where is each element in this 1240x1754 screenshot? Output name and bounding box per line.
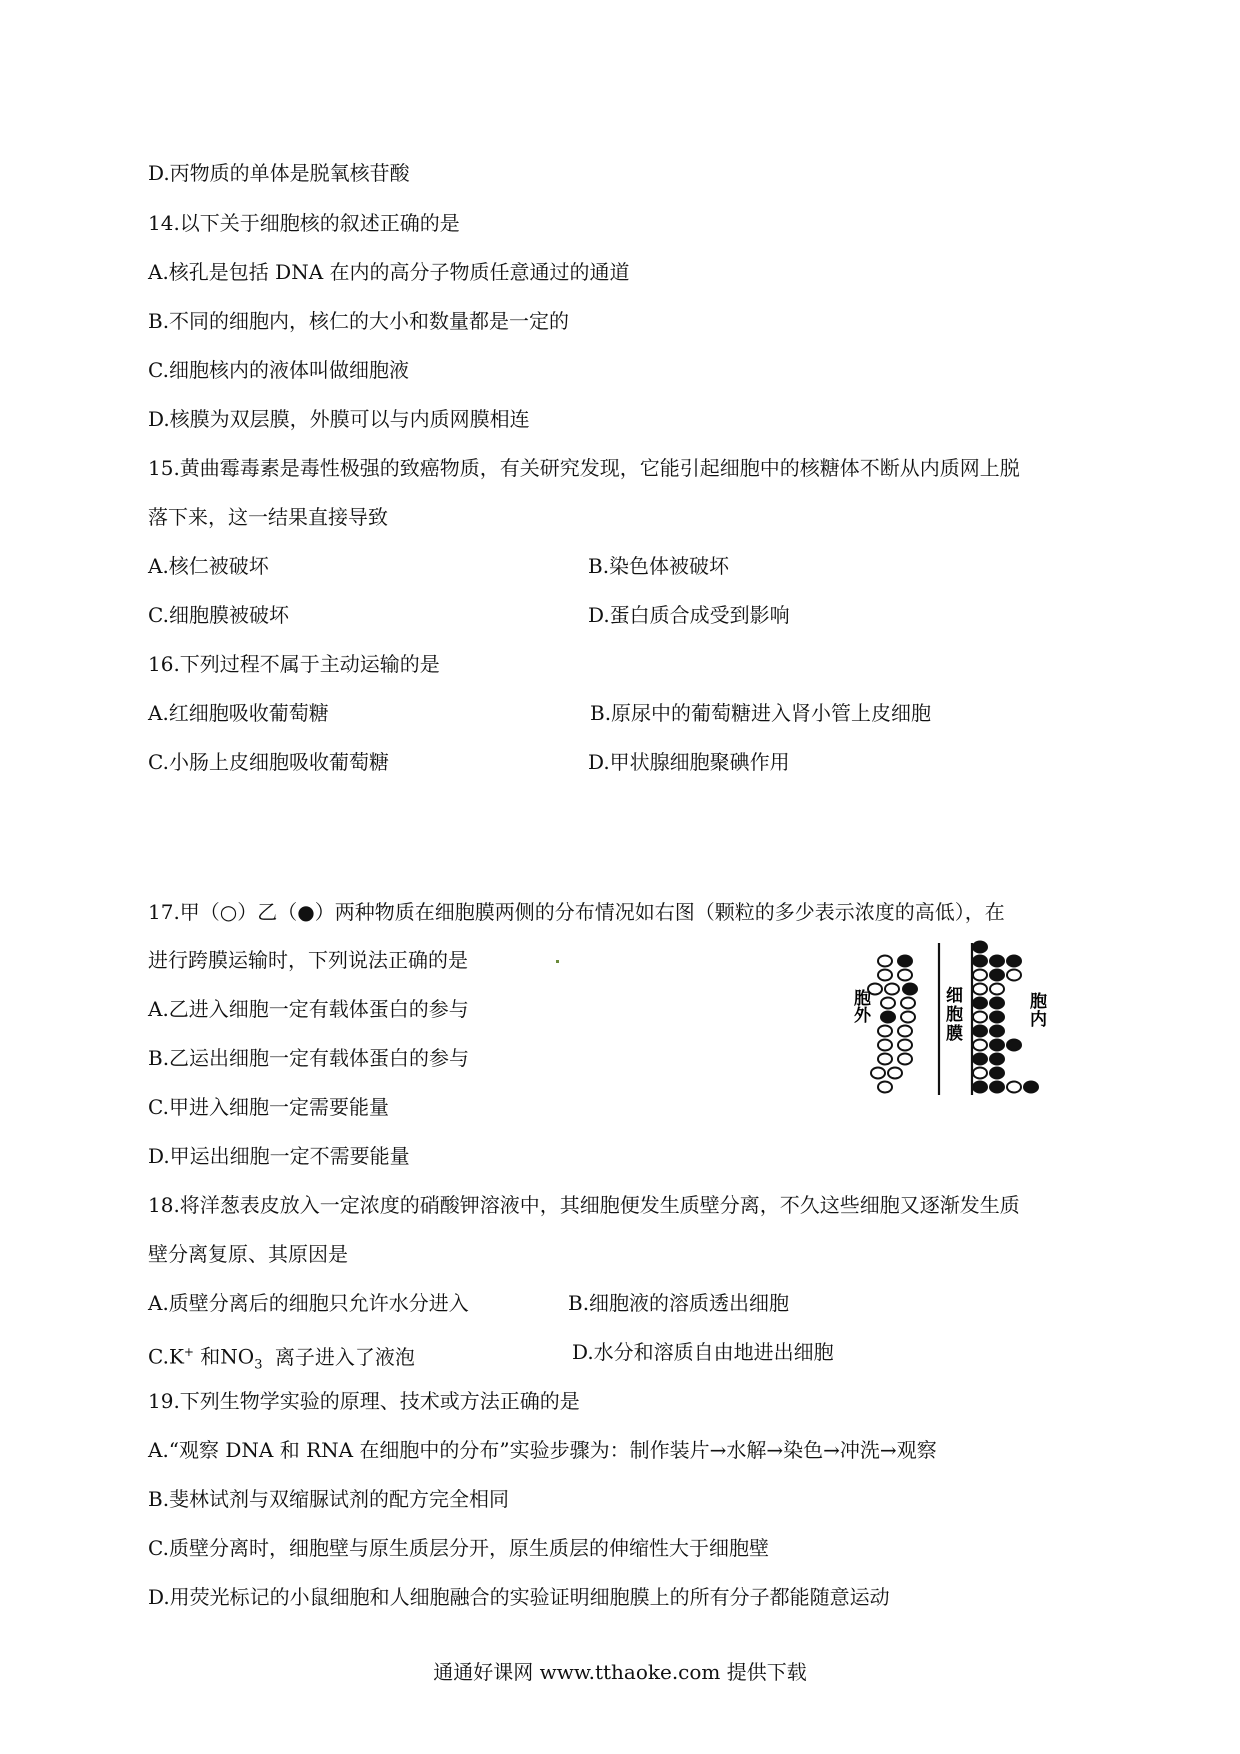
jia-particle bbox=[1007, 1082, 1021, 1093]
question-14-option-b: B.不同的细胞内，核仁的大小和数量都是一定的 bbox=[148, 309, 570, 333]
question-19-option-b: B.斐林试剂与双缩脲试剂的配方完全相同 bbox=[148, 1487, 510, 1511]
question-15-stem-line-2: 落下来，这一结果直接导致 bbox=[148, 505, 388, 529]
yi-particle bbox=[990, 1082, 1004, 1093]
jia-particle bbox=[973, 970, 987, 981]
question-18-stem-line-1: 18.将洋葱表皮放入一定浓度的硝酸钾溶液中，其细胞便发生质壁分离，不久这些细胞又逐渐发生质 bbox=[148, 1193, 1020, 1217]
question-15-option-d: D.蛋白质合成受到影响 bbox=[588, 603, 790, 627]
jia-particle bbox=[898, 1040, 912, 1051]
membrane-distribution-figure bbox=[850, 935, 1070, 1100]
question-14-option-d: D.核膜为双层膜，外膜可以与内质网膜相连 bbox=[148, 407, 530, 431]
outside-label-char-1: 胞 bbox=[854, 989, 871, 1009]
jia-particle bbox=[878, 1082, 892, 1093]
jia-particle bbox=[973, 1012, 987, 1023]
jia-particle bbox=[878, 956, 892, 967]
question-17-stem-line-2: 进行跨膜运输时，下列说法正确的是 bbox=[148, 948, 468, 972]
membrane-label-char-3: 膜 bbox=[946, 1024, 963, 1044]
yi-particle bbox=[990, 1068, 1004, 1079]
jia-particle bbox=[901, 1012, 915, 1023]
option-c-prefix: C.K bbox=[148, 1344, 184, 1369]
yi-particle bbox=[1007, 1040, 1021, 1051]
yi-particle bbox=[1024, 1082, 1038, 1093]
question-16-option-b: B.原尿中的葡萄糖进入肾小管上皮细胞 bbox=[590, 701, 932, 725]
question-18-option-c bbox=[148, 1338, 415, 1380]
question-18-option-b: B.细胞液的溶质透出细胞 bbox=[568, 1291, 790, 1315]
yi-particle bbox=[973, 1082, 987, 1093]
question-15-stem-line-1: 15.黄曲霉毒素是毒性极强的致癌物质，有关研究发现，它能引起细胞中的核糖体不断从内质网上脱 bbox=[148, 456, 1020, 480]
question-14-option-c: C.细胞核内的液体叫做细胞液 bbox=[148, 358, 409, 382]
yi-particle bbox=[973, 1026, 987, 1037]
question-13-option-d: D.丙物质的单体是脱氧核苷酸 bbox=[148, 161, 410, 185]
membrane-label-char-1: 细 bbox=[946, 986, 963, 1006]
question-17-option-d: D.甲运出细胞一定不需要能量 bbox=[148, 1144, 410, 1168]
question-16-option-d: D.甲状腺细胞聚碘作用 bbox=[588, 750, 790, 774]
scan-speck bbox=[556, 960, 559, 963]
jia-particle bbox=[888, 1068, 902, 1079]
question-16-option-c: C.小肠上皮细胞吸收葡萄糖 bbox=[148, 750, 389, 774]
question-19-option-c: C.质壁分离时，细胞壁与原生质层分开，原生质层的伸缩性大于细胞壁 bbox=[148, 1536, 769, 1560]
nitrate-subscript: 3 bbox=[254, 1357, 263, 1373]
question-15-option-b: B.染色体被破坏 bbox=[588, 554, 730, 578]
membrane-label-char-2: 胞 bbox=[946, 1005, 963, 1025]
yi-particle bbox=[903, 984, 917, 995]
question-14-stem: 14.以下关于细胞核的叙述正确的是 bbox=[148, 211, 460, 235]
question-19-option-a: A.“观察 DNA 和 RNA 在细胞中的分布”实验步骤为：制作装片→水解→染色→冲洗→观察 bbox=[148, 1438, 937, 1462]
question-18-stem-line-2: 壁分离复原、其原因是 bbox=[148, 1242, 348, 1266]
yi-particle bbox=[990, 998, 1004, 1009]
question-19-option-d: D.用荧光标记的小鼠细胞和人细胞融合的实验证明细胞膜上的所有分子都能随意运动 bbox=[148, 1585, 890, 1609]
question-17-option-a: A.乙进入细胞一定有载体蛋白的参与 bbox=[148, 997, 469, 1021]
outside-label-char-2: 外 bbox=[854, 1006, 871, 1026]
option-c-suffix: 离子进入了液泡 bbox=[268, 1344, 415, 1369]
jia-particle bbox=[973, 1068, 987, 1079]
yi-particle bbox=[973, 942, 987, 953]
yi-particle bbox=[990, 970, 1004, 981]
yi-particle bbox=[990, 1012, 1004, 1023]
jia-particle bbox=[871, 1068, 885, 1079]
jia-particle bbox=[901, 998, 915, 1009]
inside-label-char-1: 胞 bbox=[1030, 992, 1047, 1012]
potassium-charge: + bbox=[183, 1345, 194, 1359]
yi-particle bbox=[973, 1054, 987, 1065]
question-14-option-a: A.核孔是包括 DNA 在内的高分子物质任意通过的通道 bbox=[148, 260, 630, 284]
jia-particle bbox=[878, 1026, 892, 1037]
jia-particle bbox=[973, 984, 987, 995]
question-17-option-b: B.乙运出细胞一定有载体蛋白的参与 bbox=[148, 1046, 470, 1070]
yi-particle bbox=[881, 1012, 895, 1023]
question-18-option-d: D.水分和溶质自由地进出细胞 bbox=[572, 1340, 834, 1364]
jia-particle bbox=[1007, 970, 1021, 981]
option-c-nitrate: 和NO bbox=[193, 1344, 255, 1369]
jia-particle bbox=[898, 970, 912, 981]
yi-particle bbox=[990, 956, 1004, 967]
yi-particle bbox=[898, 956, 912, 967]
yi-particle bbox=[1007, 956, 1021, 967]
jia-particle bbox=[990, 984, 1004, 995]
question-15-option-a: A.核仁被破坏 bbox=[148, 554, 269, 578]
yi-particle bbox=[973, 998, 987, 1009]
question-19-stem: 19.下列生物学实验的原理、技术或方法正确的是 bbox=[148, 1389, 580, 1413]
yi-particle bbox=[990, 1054, 1004, 1065]
jia-particle bbox=[878, 970, 892, 981]
jia-particle bbox=[881, 998, 895, 1009]
inside-label-char-2: 内 bbox=[1030, 1010, 1047, 1030]
jia-particle bbox=[898, 1026, 912, 1037]
jia-particle bbox=[973, 1040, 987, 1051]
yi-particle bbox=[990, 1026, 1004, 1037]
page-footer: 通通好课网 www.tthaoke.com 提供下载 bbox=[433, 1660, 807, 1684]
question-15-option-c: C.细胞膜被破坏 bbox=[148, 603, 289, 627]
question-17-option-c: C.甲进入细胞一定需要能量 bbox=[148, 1095, 389, 1119]
jia-particle bbox=[878, 1040, 892, 1051]
question-18-option-a: A.质壁分离后的细胞只允许水分进入 bbox=[148, 1291, 469, 1315]
question-17-stem-line-1: 17.甲（○）乙（●）两种物质在细胞膜两侧的分布情况如右图（颗粒的多少表示浓度的高低），在 bbox=[148, 900, 1005, 924]
question-16-option-a: A.红细胞吸收葡萄糖 bbox=[148, 701, 329, 725]
jia-particle bbox=[878, 1054, 892, 1065]
yi-particle bbox=[990, 1040, 1004, 1051]
jia-particle bbox=[885, 984, 899, 995]
jia-particle bbox=[898, 1054, 912, 1065]
question-16-stem: 16.下列过程不属于主动运输的是 bbox=[148, 652, 440, 676]
yi-particle bbox=[973, 956, 987, 967]
